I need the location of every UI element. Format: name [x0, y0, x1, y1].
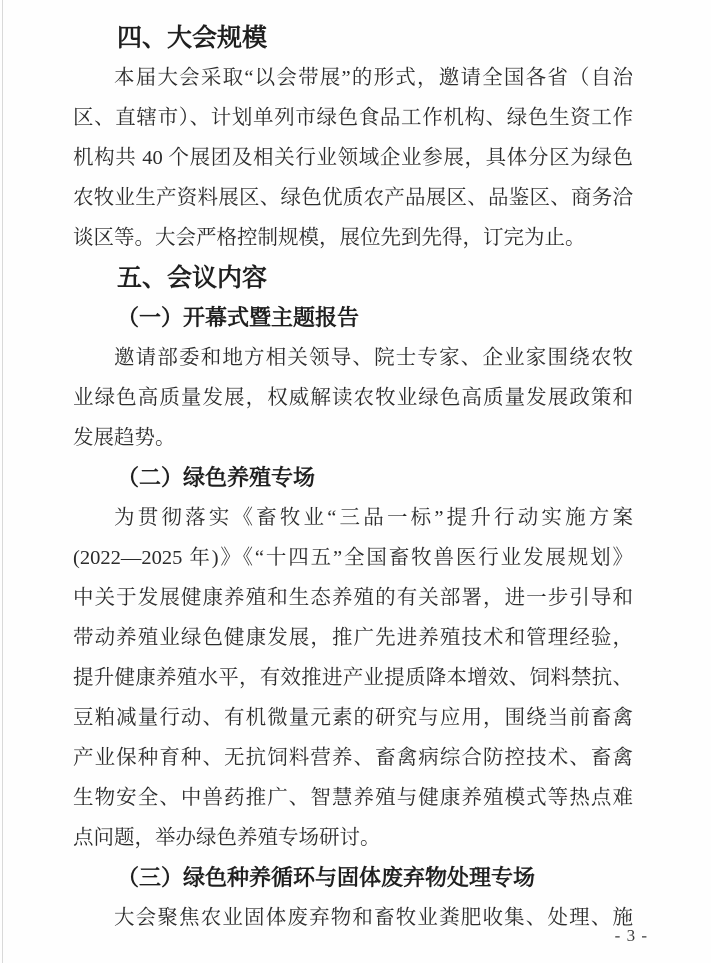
document-body — [73, 18, 633, 938]
text-line: 提升健康养殖水平，有效推进产业提质降本增效、饲料禁抗、 — [73, 667, 633, 689]
text-line: 谈区等。大会严格控制规模，展位先到先得，订完为止。 — [73, 227, 586, 249]
page-number: - 3 - — [614, 926, 648, 945]
section-heading: 四、大会规模 — [117, 24, 268, 52]
text-line: 为贯彻落实《畜牧业“三品一标”提升行动实施方案 — [114, 507, 633, 529]
text-line: (2022—2025 年)》《“十四五”全国畜牧兽医行业发展规划》 — [73, 547, 633, 569]
text-line: 带动养殖业绿色健康发展，推广先进养殖技术和管理经验， — [73, 627, 633, 649]
text-line: 中关于发展健康养殖和生态养殖的有关部署，进一步引导和 — [73, 587, 633, 609]
text-line: 业绿色高质量发展，权威解读农牧业绿色高质量发展政策和 — [73, 387, 633, 409]
section-heading: 五、会议内容 — [117, 264, 268, 292]
scan-edge-artifact — [2, 0, 3, 963]
text-line: 邀请部委和地方相关领导、院士专家、企业家围绕农牧 — [114, 347, 633, 369]
text-line: 农牧业生产资料展区、绿色优质农产品展区、品鉴区、商务洽 — [73, 187, 633, 209]
subsection-heading: （一）开幕式暨主题报告 — [117, 305, 360, 330]
text-line: 发展趋势。 — [73, 427, 176, 449]
subsection-heading: （三）绿色种养循环与固体废弃物处理专场 — [117, 865, 536, 890]
text-line: 产业保种育种、无抗饲料营养、畜禽病综合防控技术、畜禽 — [73, 747, 633, 769]
text-line: 豆粕减量行动、有机微量元素的研究与应用，围绕当前畜禽 — [73, 707, 633, 729]
text-line: 点问题，举办绿色养殖专场研讨。 — [73, 827, 381, 849]
text-line: 生物安全、中兽药推广、智慧养殖与健康养殖模式等热点难 — [73, 787, 633, 809]
text-line: 大会聚焦农业固体废弃物和畜牧业粪肥收集、处理、施 — [114, 907, 633, 929]
text-line: 区、直辖市）、计划单列市绿色食品工作机构、绿色生资工作 — [73, 107, 633, 129]
text-line: 机构共 40 个展团及相关行业领域企业参展，具体分区为绿色 — [73, 147, 633, 169]
subsection-heading: （二）绿色养殖专场 — [117, 465, 316, 490]
text-line: 本届大会采取“以会带展”的形式，邀请全国各省（自治 — [114, 67, 633, 89]
